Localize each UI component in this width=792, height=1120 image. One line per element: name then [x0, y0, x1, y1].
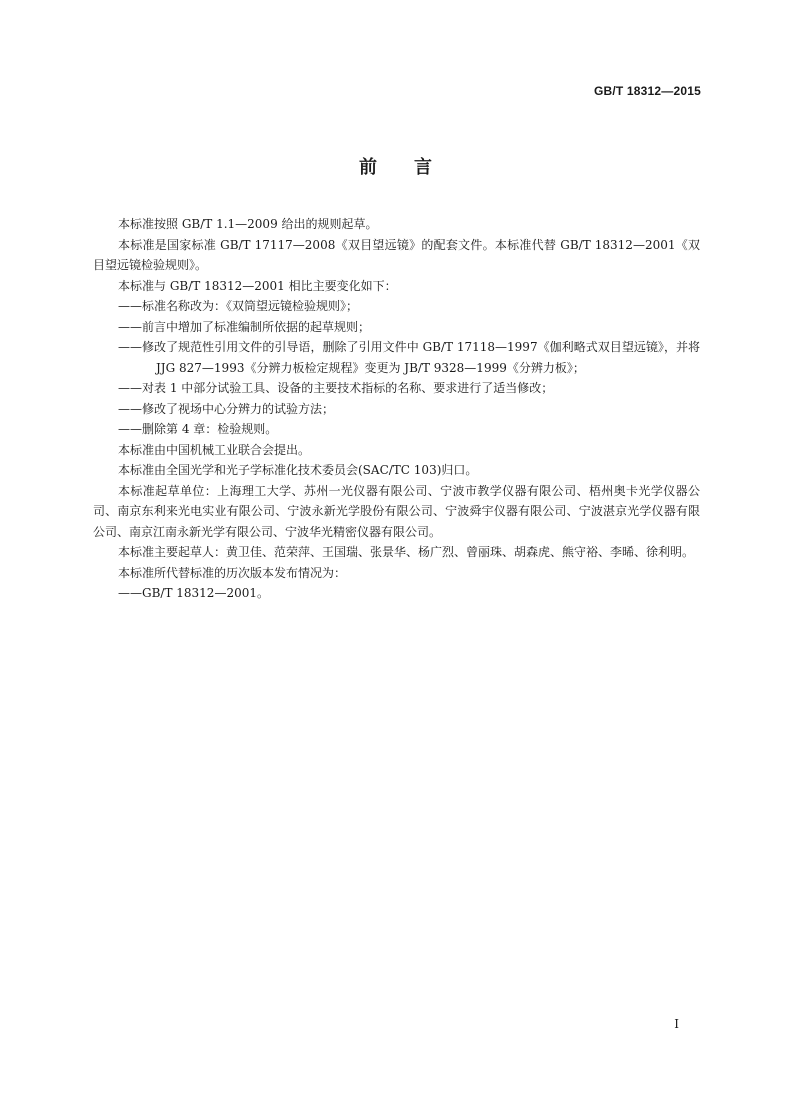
page-title	[0, 153, 792, 179]
paragraph-administered-by: 本标准由全国光学和光子学标准化技术委员会(SAC/TC 103)归口。	[118, 463, 478, 477]
paragraph-drafting-rules: 本标准按照 GB/T 1.1—2009 给出的规则起草。	[118, 217, 378, 231]
change-item: ——删除第 4 章：检验规则。	[118, 422, 278, 436]
standard-code: GB/T 18312—2015	[593, 84, 701, 98]
paragraph-proposed-by: 本标准由中国机械工业联合会提出。	[118, 442, 311, 457]
foreword-body	[93, 214, 700, 604]
paragraph-drafters: 本标准主要起草人：黄卫佳、范荣萍、王国瑞、张景华、杨广烈、曾丽珠、胡森虎、熊守裕、李晞、徐利明。	[118, 545, 695, 559]
paragraph-supersedes: 本标准是国家标准 GB/T 17117—2008《双目望远镜》的配套文件。本标准代替 GB/T 18312—2001《双目望远镜检验规则》。	[93, 237, 700, 272]
paragraph-previous-editions: 本标准所代替标准的历次版本发布情况为：	[118, 565, 347, 580]
title-char-2: 言	[414, 157, 433, 178]
change-item: ——修改了规范性引用文件的引导语，删除了引用文件中 GB/T 17118—1997《伽利略式双目望远镜》，并将 JJG 827—1993《分辨力板检定规程》变更为 JB/T 9328—1999《分辨力板》；	[118, 340, 700, 375]
page-number: I	[674, 1017, 679, 1031]
paragraph-changes-intro: 本标准与 GB/T 18312—2001 相比主要变化如下：	[118, 278, 397, 293]
change-item: ——修改了视场中心分辨力的试验方法；	[118, 401, 335, 416]
change-item: ——前言中增加了标准编制所依据的起草规则；	[118, 319, 371, 334]
previous-edition-item: ——GB/T 18312—2001。	[118, 586, 269, 600]
change-item: ——标准名称改为：《双筒望远镜检验规则》；	[118, 299, 359, 313]
change-item: ——对表 1 中部分试验工具、设备的主要技术指标的名称、要求进行了适当修改；	[118, 381, 554, 395]
paragraph-drafting-units: 本标准起草单位：上海理工大学、苏州一光仪器有限公司、宁波市教学仪器有限公司、梧州奥卡光学仪器公司、南京东利来光电实业有限公司、宁波永新光学股份有限公司、宁波舜宇仪器有限公司、宁波湛京光学仪器有限公司、南京江南永新光学有限公司、宁波华光精密仪器有限公司。	[93, 483, 700, 539]
title-char-1: 前	[359, 157, 378, 178]
